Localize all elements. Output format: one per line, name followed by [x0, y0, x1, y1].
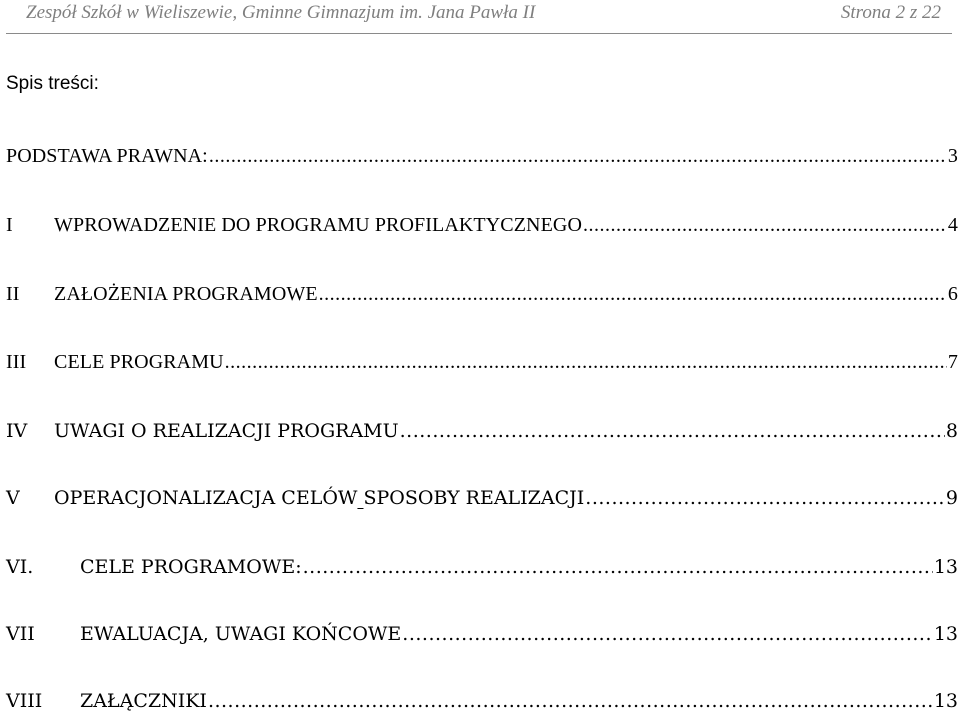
header-page-number: Strona 2 z 22: [840, 2, 941, 23]
toc-entry-number: V: [6, 487, 20, 509]
toc-entry-page: 13: [933, 556, 958, 578]
toc-entry-page: 6: [947, 283, 958, 305]
toc-entry-title: WPROWADZENIE DO PROGRAMU PROFILAKTYCZNEGO: [54, 214, 582, 236]
toc-entry-title-part1: OPERACJONALIZACJA CELÓW: [54, 487, 358, 509]
toc-entry-ewaluacja[interactable]: [6, 623, 958, 653]
toc-entry-uwagi[interactable]: [6, 420, 958, 450]
toc-entry-page: 4: [947, 214, 958, 236]
toc-entry-page: 8: [945, 420, 958, 442]
toc-entry-title: PODSTAWA PRAWNA:: [6, 145, 208, 167]
toc-entry-cele-programu[interactable]: [6, 351, 958, 381]
toc-entry-title: [54, 487, 584, 509]
toc-entry-cele-programowe[interactable]: [6, 556, 958, 586]
toc-dot-leader: [400, 420, 945, 442]
toc-heading: Spis treści:: [6, 73, 99, 94]
toc-entry-title: UWAGI O REALIZACJI PROGRAMU: [54, 420, 399, 442]
toc-entry-page: 13: [933, 623, 958, 645]
toc-dot-leader: [225, 351, 947, 374]
toc-entry-page: 9: [945, 487, 958, 509]
toc-dot-leader: [402, 623, 933, 645]
toc-entry-podstawa-prawna[interactable]: [6, 145, 958, 175]
toc-dot-leader: [209, 145, 947, 168]
toc-entry-number: VIII: [6, 690, 43, 712]
toc-entry-zalaczniki[interactable]: [6, 690, 958, 720]
toc-dot-leader: [208, 690, 933, 712]
toc-entry-number: IV: [6, 420, 28, 442]
toc-entry-title: ZAŁOŻENIA PROGRAMOWE: [54, 283, 318, 305]
toc-dot-leader: [583, 214, 947, 237]
toc-entry-number: VII: [6, 623, 35, 645]
toc-entry-number: II: [6, 283, 20, 305]
toc-entry-page: 13: [933, 690, 958, 712]
toc-entry-number: VI.: [6, 556, 34, 578]
toc-entry-operacjonalizacja[interactable]: [6, 487, 958, 517]
table-of-contents: [6, 0, 958, 721]
toc-entry-number: I: [6, 214, 13, 236]
toc-entry-title: EWALUACJA, UWAGI KOŃCOWE: [80, 623, 402, 645]
toc-entry-title-part2: SPOSOBY REALIZACJI: [363, 487, 585, 509]
toc-entry-wprowadzenie[interactable]: [6, 214, 958, 244]
toc-entry-page: 3: [947, 145, 958, 167]
toc-entry-title: CELE PROGRAMOWE:: [80, 556, 302, 578]
toc-entry-page: 7: [947, 351, 958, 373]
toc-dot-leader: [303, 556, 933, 578]
toc-entry-number: III: [6, 351, 27, 373]
toc-entry-zalozenia[interactable]: [6, 283, 958, 313]
toc-entry-title: ZAŁĄCZNIKI: [80, 690, 207, 712]
toc-dot-leader: [319, 283, 947, 306]
toc-dot-leader: [585, 487, 945, 509]
toc-entry-title: CELE PROGRAMU: [54, 351, 224, 373]
header-school-name: Zespół Szkół w Wieliszewie, Gminne Gimnazjum im. Jana Pawła II: [26, 2, 536, 23]
